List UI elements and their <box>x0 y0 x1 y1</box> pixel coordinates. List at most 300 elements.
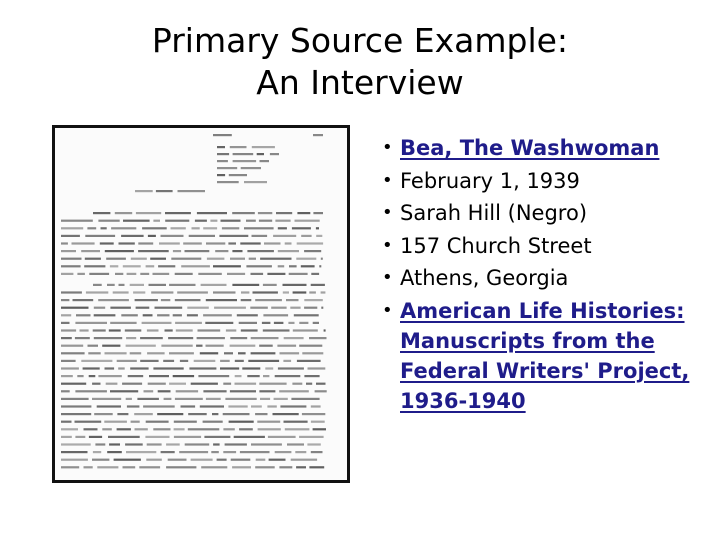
bullet-item <box>382 296 712 416</box>
scan-text-stroke <box>267 273 285 275</box>
scan-text-stroke <box>283 284 307 286</box>
scan-text-stroke <box>197 337 225 339</box>
scan-text-stroke <box>274 398 288 400</box>
scan-text-stroke <box>95 443 105 445</box>
scan-text-stroke <box>189 367 216 369</box>
scan-text-stroke <box>249 258 256 260</box>
scan-text-stroke <box>169 284 195 286</box>
scan-text-stroke <box>219 235 248 237</box>
scan-text-stroke <box>213 291 236 293</box>
scan-text-stroke <box>311 284 325 286</box>
scan-text-stroke <box>296 258 316 260</box>
interview-date: February 1, 1939 <box>400 168 580 193</box>
scan-text-stroke <box>244 227 274 229</box>
scan-text-stroke <box>168 459 187 461</box>
scan-text-stroke <box>308 367 326 369</box>
scan-text-stroke <box>137 398 159 400</box>
bullet-marker: • <box>382 202 393 223</box>
scan-text-stroke <box>61 273 73 275</box>
scan-text-stroke <box>61 227 83 229</box>
interviewee-name: Sarah Hill (Negro) <box>400 201 588 225</box>
scan-text-stroke <box>223 428 234 430</box>
interview-document-image <box>52 125 350 483</box>
scan-text-stroke <box>302 413 325 415</box>
scan-text-stroke <box>239 428 253 430</box>
scan-text-stroke <box>324 329 326 331</box>
scan-text-stroke <box>146 421 169 423</box>
scan-text-stroke <box>94 314 116 316</box>
scan-text-stroke <box>61 413 91 415</box>
scan-text-stroke <box>304 250 321 252</box>
scan-text-stroke <box>126 337 136 339</box>
scan-text-stroke <box>240 242 260 244</box>
scan-text-stroke <box>230 345 256 347</box>
scan-text-stroke <box>147 443 162 445</box>
scan-text-stroke <box>149 375 169 377</box>
scan-text-stroke <box>259 220 272 222</box>
scan-text-stroke <box>263 314 288 316</box>
scan-text-stroke <box>113 291 129 293</box>
scan-text-stroke <box>292 227 311 229</box>
scan-text-stroke <box>61 337 72 339</box>
scan-text-stroke <box>227 273 245 275</box>
scan-text-stroke <box>93 284 102 286</box>
scan-text-stroke <box>61 443 91 445</box>
scan-text-stroke <box>110 265 118 267</box>
scan-text-stroke <box>161 235 184 237</box>
scan-text-stroke <box>241 167 261 169</box>
scan-text-stroke <box>241 291 249 293</box>
scan-text-stroke <box>273 235 296 237</box>
scan-text-stroke <box>159 242 180 244</box>
typewritten-page-image <box>55 128 347 480</box>
scan-text-stroke <box>189 235 215 237</box>
scan-text-stroke <box>81 360 112 362</box>
scan-text-stroke <box>106 383 118 385</box>
scan-text-stroke <box>110 307 130 309</box>
scan-text-stroke <box>270 153 279 155</box>
scan-text-stroke <box>100 242 114 244</box>
scan-text-stroke <box>185 443 210 445</box>
scan-text-stroke <box>123 265 141 267</box>
bullet-list <box>382 133 712 418</box>
scan-text-stroke <box>297 360 321 362</box>
scan-text-stroke <box>239 322 257 324</box>
scan-text-stroke <box>83 367 100 369</box>
scan-text-stroke <box>75 421 102 423</box>
scan-text-stroke <box>102 345 120 347</box>
scan-text-stroke <box>61 299 69 301</box>
scan-text-stroke <box>173 250 181 252</box>
scan-text-stroke <box>61 398 89 400</box>
scan-text-stroke <box>224 352 233 354</box>
scan-text-stroke <box>92 459 109 461</box>
scan-text-stroke <box>84 265 105 267</box>
scan-text-stroke <box>299 345 322 347</box>
scan-text-stroke <box>221 220 241 222</box>
scan-text-stroke <box>61 345 83 347</box>
title-line-2: An Interview <box>256 63 464 102</box>
scan-text-stroke <box>210 220 217 222</box>
scan-text-stroke <box>175 322 202 324</box>
scan-text-stroke <box>191 459 213 461</box>
scan-text-stroke <box>217 459 227 461</box>
scan-text-stroke <box>207 258 225 260</box>
scan-text-stroke <box>198 375 229 377</box>
scan-text-stroke <box>246 265 272 267</box>
scan-text-stroke <box>107 284 115 286</box>
scan-text-stroke <box>220 367 239 369</box>
scan-text-stroke <box>61 352 85 354</box>
scan-text-stroke <box>179 451 208 453</box>
scan-text-stroke <box>122 383 142 385</box>
scan-text-stroke <box>101 227 107 229</box>
scan-text-stroke <box>217 146 225 148</box>
scan-text-stroke <box>235 360 244 362</box>
scan-text-stroke <box>285 428 310 430</box>
scan-text-stroke <box>97 405 121 407</box>
scan-text-stroke <box>135 190 153 192</box>
scan-text-stroke <box>61 329 76 331</box>
scan-text-stroke <box>316 235 322 237</box>
scan-text-stroke <box>139 466 160 468</box>
scan-text-stroke <box>223 451 236 453</box>
scan-text-stroke <box>93 212 110 214</box>
scan-text-stroke <box>212 413 218 415</box>
scan-text-stroke <box>260 160 270 162</box>
scan-text-stroke <box>175 398 203 400</box>
scan-text-stroke <box>230 390 256 392</box>
scan-text-stroke <box>197 212 227 214</box>
scan-text-stroke <box>114 459 141 461</box>
scan-text-stroke <box>271 307 286 309</box>
scan-text-stroke <box>75 322 107 324</box>
scan-text-stroke <box>138 242 153 244</box>
scan-text-stroke <box>296 466 306 468</box>
scan-text-stroke <box>102 428 112 430</box>
scan-text-stroke <box>280 352 300 354</box>
scan-text-stroke <box>295 220 320 222</box>
scan-text-stroke <box>136 307 150 309</box>
bullet-item <box>382 231 712 261</box>
scan-text-stroke <box>121 235 144 237</box>
scan-text-stroke <box>321 291 326 293</box>
scan-text-stroke <box>61 250 76 252</box>
scan-text-stroke <box>165 220 189 222</box>
scan-text-stroke <box>153 367 183 369</box>
scan-text-stroke <box>274 322 284 324</box>
scan-text-stroke <box>185 250 210 252</box>
scan-text-stroke <box>138 250 169 252</box>
scan-text-stroke <box>313 322 319 324</box>
scan-text-stroke <box>275 375 301 377</box>
bea-washwoman-link[interactable]: Bea, The Washwoman <box>400 136 660 160</box>
scan-text-stroke <box>233 153 254 155</box>
scan-text-stroke <box>205 322 233 324</box>
scan-text-stroke <box>105 250 134 252</box>
scan-text-stroke <box>255 299 282 301</box>
scan-text-stroke <box>148 383 166 385</box>
bullet-marker: • <box>382 137 393 158</box>
scan-text-stroke <box>275 220 290 222</box>
scan-text-stroke <box>94 307 105 309</box>
scan-text-stroke <box>250 307 267 309</box>
scan-text-stroke <box>226 329 236 331</box>
scan-text-stroke <box>230 146 247 148</box>
scan-text-stroke <box>153 220 160 222</box>
american-life-histories-link[interactable]: American Life Histories: Manuscripts from the Federal Writers' Project, 1936-1940 <box>400 298 690 413</box>
scan-text-stroke <box>125 443 143 445</box>
scan-text-stroke <box>235 383 257 385</box>
scan-text-stroke <box>284 337 304 339</box>
scan-text-stroke <box>259 345 273 347</box>
scan-text-stroke <box>309 337 327 339</box>
scan-text-stroke <box>257 153 264 155</box>
scan-text-stroke <box>107 451 122 453</box>
scan-text-stroke <box>85 258 101 260</box>
slide-title <box>60 20 660 104</box>
scan-text-stroke <box>235 375 242 377</box>
scan-text-stroke <box>313 134 323 136</box>
scan-text-stroke <box>61 322 70 324</box>
scan-text-stroke <box>196 345 202 347</box>
title-line-1: Primary Source Example: <box>151 21 569 60</box>
scan-text-stroke <box>214 307 246 309</box>
scan-text-stroke <box>257 421 280 423</box>
scan-text-stroke <box>201 284 227 286</box>
scan-text-stroke <box>173 375 194 377</box>
scan-text-stroke <box>213 134 232 136</box>
scan-text-stroke <box>217 181 239 183</box>
scan-text-stroke <box>304 375 319 377</box>
scan-text-stroke <box>94 413 113 415</box>
scan-text-stroke <box>105 367 115 369</box>
scan-text-stroke <box>117 360 137 362</box>
scan-text-stroke <box>111 227 136 229</box>
scan-text-stroke <box>247 375 259 377</box>
scan-text-stroke <box>241 299 252 301</box>
scan-text-stroke <box>165 329 173 331</box>
scan-text-stroke <box>241 329 258 331</box>
scan-text-stroke <box>134 413 153 415</box>
scan-text-stroke <box>61 265 81 267</box>
scan-text-stroke <box>61 451 88 453</box>
scan-text-stroke <box>267 405 276 407</box>
scan-text-stroke <box>277 345 296 347</box>
bullet-marker: • <box>382 299 393 321</box>
scan-text-stroke <box>176 329 193 331</box>
scan-text-stroke <box>213 443 220 445</box>
scan-text-stroke <box>222 227 239 229</box>
scan-text-stroke <box>234 436 265 438</box>
scan-text-stroke <box>174 421 197 423</box>
scan-text-stroke <box>106 258 126 260</box>
scan-text-stroke <box>283 291 289 293</box>
scan-text-stroke <box>217 167 237 169</box>
scan-text-stroke <box>146 265 155 267</box>
scan-text-stroke <box>140 273 149 275</box>
scan-text-stroke <box>161 451 175 453</box>
scan-text-stroke <box>297 242 323 244</box>
scan-text-stroke <box>228 405 247 407</box>
scan-text-stroke <box>61 291 82 293</box>
scan-text-stroke <box>215 250 228 252</box>
scan-text-stroke <box>171 258 201 260</box>
scan-text-stroke <box>251 337 279 339</box>
scan-text-stroke <box>206 242 225 244</box>
scan-text-stroke <box>121 314 138 316</box>
scan-text-stroke <box>289 273 308 275</box>
scan-text-stroke <box>61 421 72 423</box>
scan-text-stroke <box>297 212 310 214</box>
scan-text-stroke <box>252 146 275 148</box>
scan-text-stroke <box>61 307 89 309</box>
scan-text-stroke <box>273 413 299 415</box>
scan-text-stroke <box>61 466 79 468</box>
scan-text-stroke <box>128 375 144 377</box>
scan-text-stroke <box>311 421 325 423</box>
scan-text-stroke <box>260 398 270 400</box>
scan-text-stroke <box>98 299 129 301</box>
scan-text-stroke <box>244 181 267 183</box>
scan-text-stroke <box>130 367 148 369</box>
scan-text-stroke <box>242 367 260 369</box>
scan-text-stroke <box>147 352 165 354</box>
bullet-item <box>382 263 712 293</box>
scan-text-stroke <box>115 273 123 275</box>
scan-text-stroke <box>269 459 286 461</box>
scan-text-stroke <box>315 390 327 392</box>
scan-text-stroke <box>233 160 257 162</box>
scan-text-stroke <box>280 405 306 407</box>
scan-text-stroke <box>147 329 159 331</box>
scan-text-stroke <box>173 314 182 316</box>
bullet-item <box>382 166 712 196</box>
scan-text-stroke <box>161 299 170 301</box>
scan-text-stroke <box>119 284 125 286</box>
scan-text-stroke <box>168 337 193 339</box>
scan-text-stroke <box>291 459 317 461</box>
scan-text-stroke <box>194 360 216 362</box>
scan-text-stroke <box>313 428 326 430</box>
street-address: 157 Church Street <box>400 233 592 258</box>
scan-text-stroke <box>93 329 106 331</box>
scan-text-stroke <box>309 466 324 468</box>
scan-text-stroke <box>61 405 91 407</box>
scan-text-stroke <box>299 322 308 324</box>
scan-text-stroke <box>98 375 121 377</box>
scan-text-stroke <box>136 212 161 214</box>
scan-text-stroke <box>61 375 73 377</box>
scan-text-stroke <box>133 291 145 293</box>
scan-text-stroke <box>304 307 317 309</box>
scan-text-stroke <box>61 235 80 237</box>
scan-text-stroke <box>321 258 323 260</box>
scan-text-stroke <box>306 383 312 385</box>
scan-text-stroke <box>108 436 140 438</box>
scan-text-stroke <box>61 390 70 392</box>
scan-text-stroke <box>81 250 100 252</box>
scan-text-stroke <box>177 291 208 293</box>
scan-text-stroke <box>110 390 138 392</box>
scan-text-stroke <box>191 383 218 385</box>
scan-text-stroke <box>311 451 323 453</box>
scan-text-stroke <box>251 405 262 407</box>
scan-text-stroke <box>256 459 266 461</box>
scan-text-stroke <box>155 307 183 309</box>
scan-text-stroke <box>80 329 89 331</box>
scan-text-stroke <box>278 227 287 229</box>
scan-text-stroke <box>86 291 108 293</box>
scan-text-stroke <box>140 360 158 362</box>
scan-text-stroke <box>217 160 228 162</box>
scan-text-stroke <box>135 299 158 301</box>
scan-text-stroke <box>230 258 245 260</box>
scan-text-stroke <box>286 299 299 301</box>
scan-text-stroke <box>94 337 122 339</box>
scan-text-stroke <box>123 220 150 222</box>
scan-text-stroke <box>251 352 276 354</box>
scan-text-stroke <box>240 451 270 453</box>
scan-text-stroke <box>203 390 226 392</box>
scan-text-stroke <box>223 383 231 385</box>
scan-text-stroke <box>117 413 128 415</box>
scan-text-stroke <box>115 212 132 214</box>
scan-text-stroke <box>232 466 251 468</box>
scan-text-stroke <box>176 390 198 392</box>
scan-text-stroke <box>316 383 326 385</box>
scan-text-stroke <box>301 235 311 237</box>
scan-text-stroke <box>206 299 237 301</box>
scan-text-stroke <box>203 227 217 229</box>
scan-text-stroke <box>61 258 82 260</box>
scan-text-stroke <box>200 352 218 354</box>
scan-text-stroke <box>109 443 120 445</box>
scan-text-stroke <box>148 235 156 237</box>
bullet-marker: • <box>382 169 393 191</box>
scan-text-stroke <box>263 284 277 286</box>
scan-text-stroke <box>61 314 71 316</box>
scan-text-stroke <box>264 242 281 244</box>
bullet-item <box>382 198 712 228</box>
scan-text-stroke <box>211 451 219 453</box>
scan-text-stroke <box>89 375 96 377</box>
scan-text-stroke <box>268 436 296 438</box>
scan-text-stroke <box>238 352 246 354</box>
scan-text-stroke <box>104 421 127 423</box>
scan-text-stroke <box>311 405 321 407</box>
scan-text-stroke <box>92 398 121 400</box>
scan-text-stroke <box>131 421 140 423</box>
scan-text-stroke <box>181 405 196 407</box>
scan-text-stroke <box>313 212 323 214</box>
scan-text-stroke <box>225 443 247 445</box>
scan-text-stroke <box>156 190 173 192</box>
scan-text-stroke <box>84 428 98 430</box>
scan-text-stroke <box>61 383 86 385</box>
scan-text-stroke <box>75 390 107 392</box>
bullet-item <box>382 133 712 163</box>
scan-text-stroke <box>174 436 201 438</box>
scan-text-stroke <box>299 436 324 438</box>
scan-text-stroke <box>150 258 166 260</box>
scan-text-stroke <box>213 265 241 267</box>
scan-text-stroke <box>279 390 309 392</box>
scan-text-stroke <box>89 273 109 275</box>
scan-text-stroke <box>151 291 173 293</box>
scan-text-stroke <box>230 337 247 339</box>
scan-text-stroke <box>229 174 247 176</box>
